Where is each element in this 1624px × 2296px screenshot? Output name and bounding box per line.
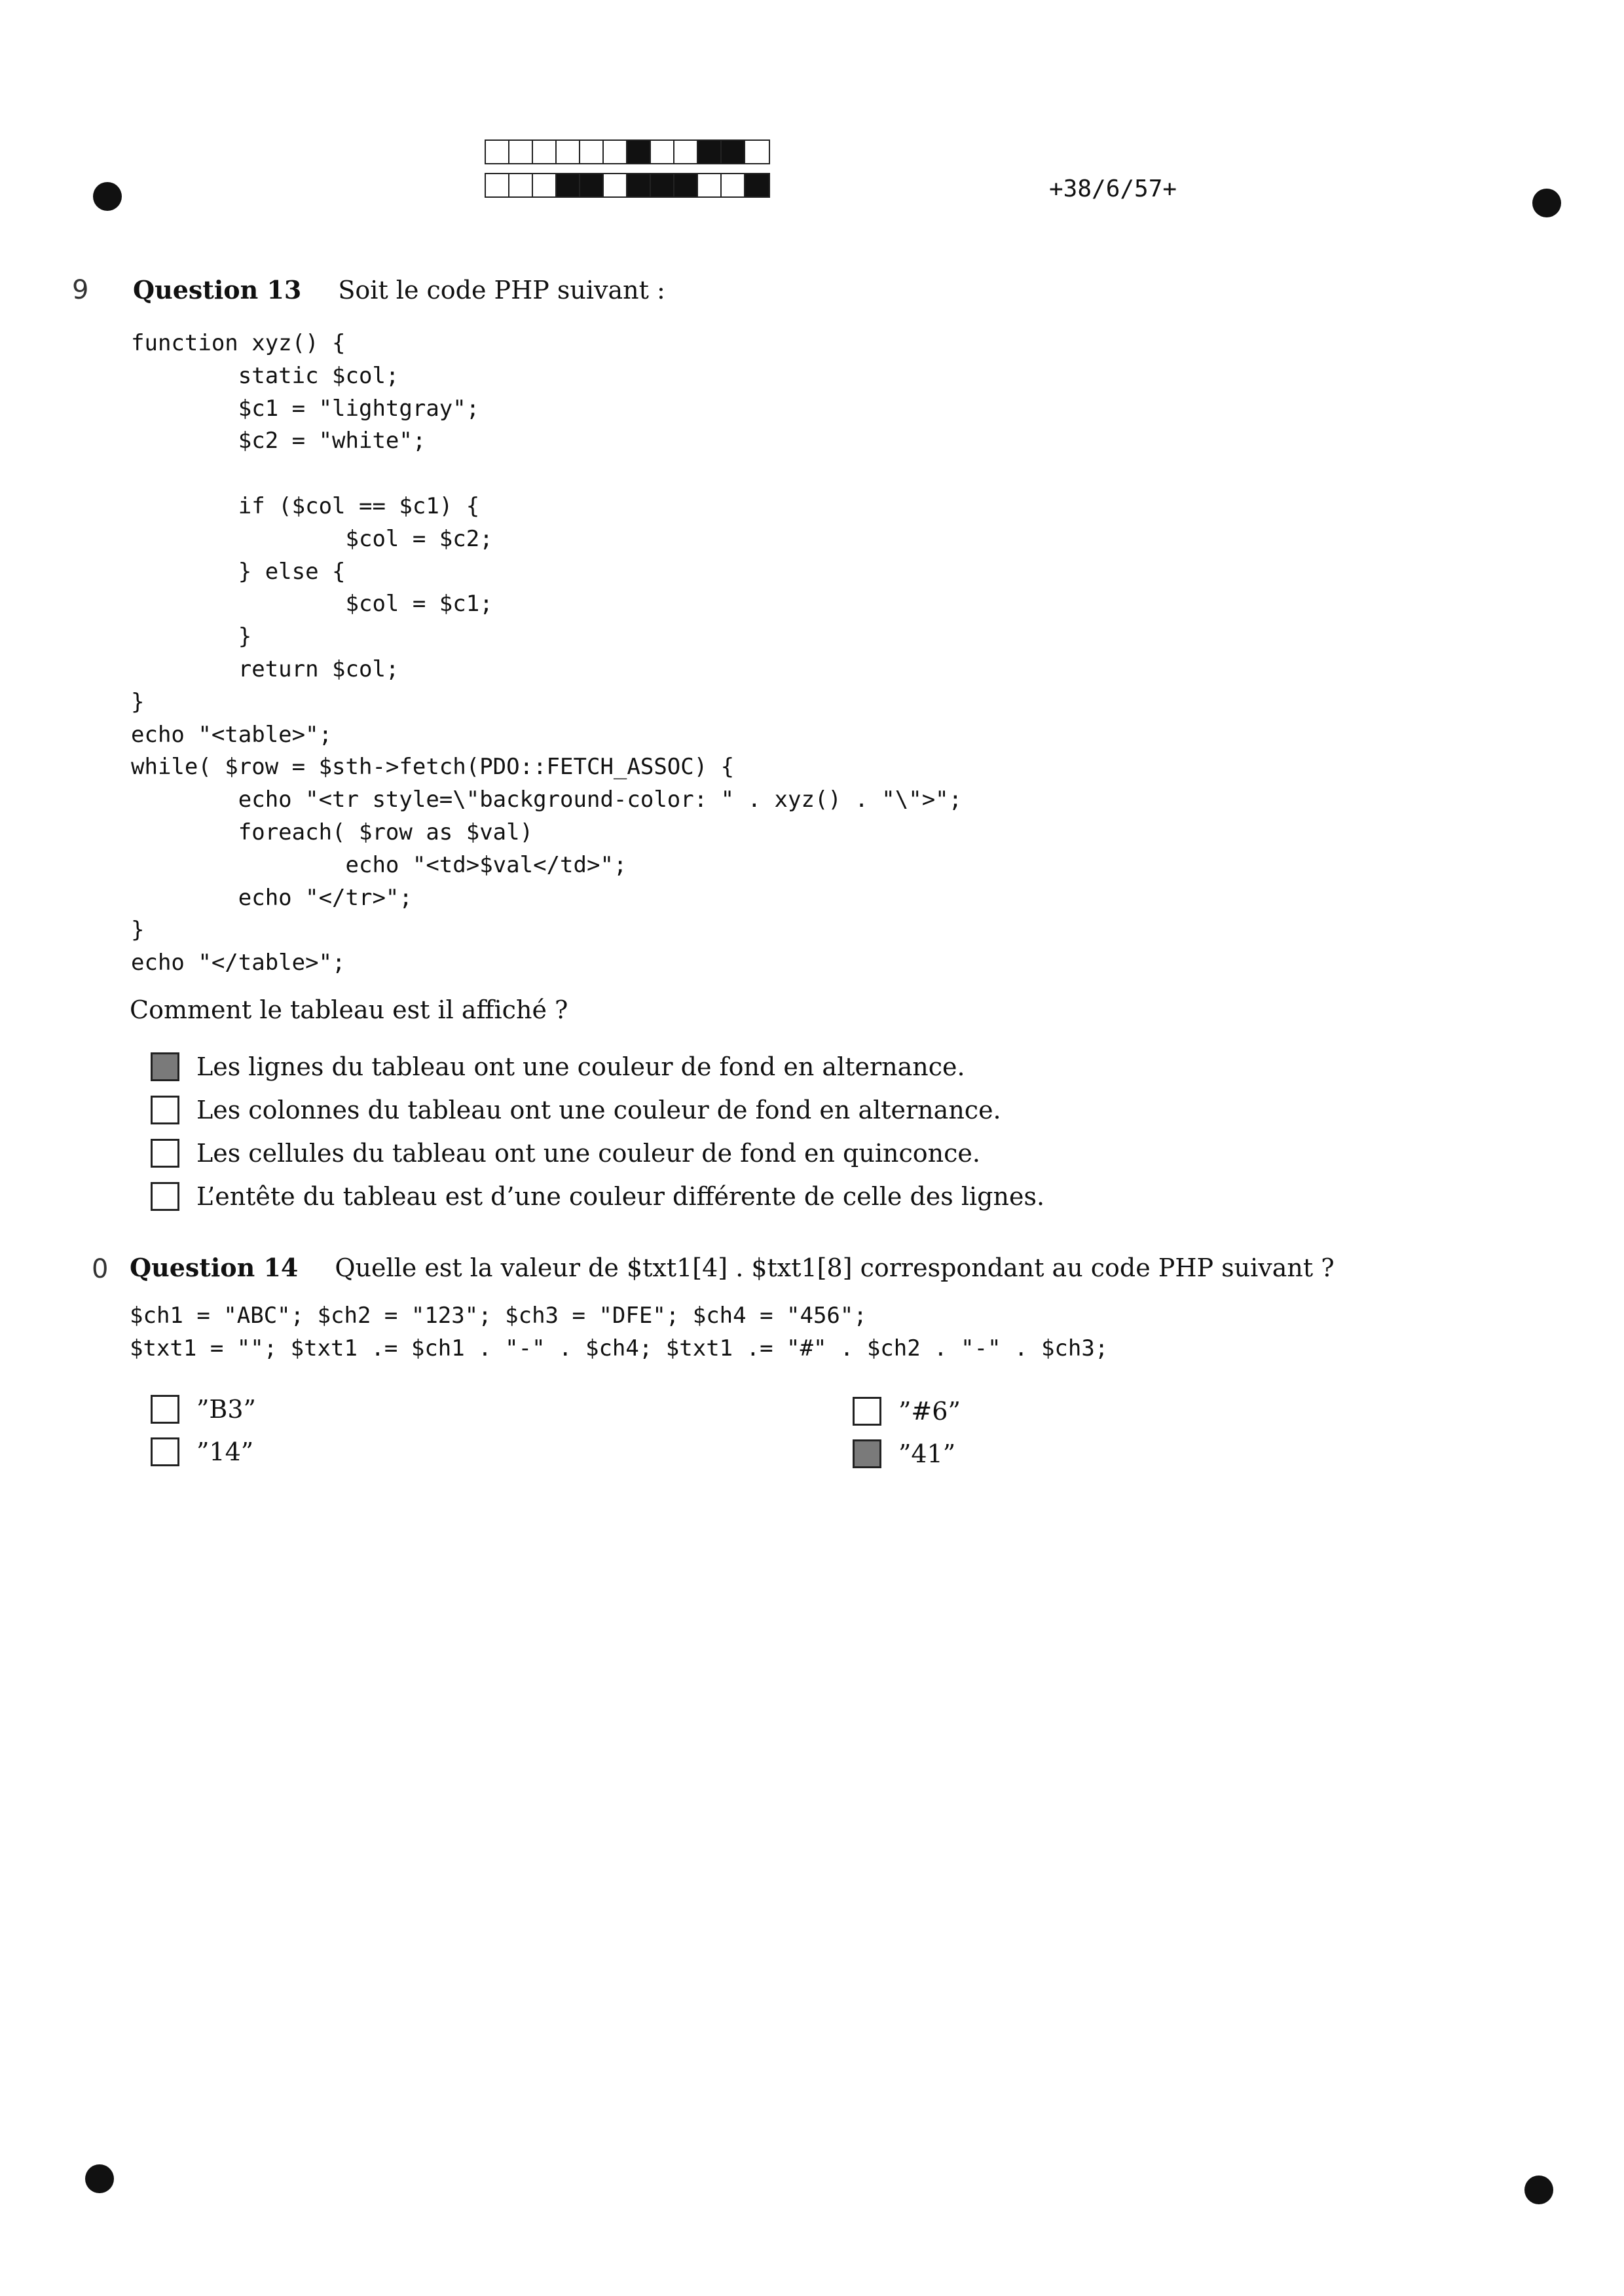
q13-option-1[interactable]: [151, 1096, 1001, 1124]
checkbox[interactable]: [151, 1437, 179, 1466]
q13-label: Question 13: [133, 275, 302, 305]
option-label: Les colonnes du tableau ont une couleur de fond en alternance.: [196, 1096, 1001, 1124]
checkbox[interactable]: [853, 1439, 881, 1468]
code-bit: [557, 141, 580, 163]
code-bit: [674, 174, 698, 196]
checkbox[interactable]: [151, 1052, 179, 1081]
checkbox[interactable]: [853, 1397, 881, 1426]
q14-option-1[interactable]: [151, 1437, 253, 1466]
code-bit: [627, 141, 651, 163]
option-label: ”#6”: [898, 1397, 961, 1426]
option-label: Les cellules du tableau ont une couleur de fond en quinconce.: [196, 1139, 980, 1168]
code-bit: [604, 141, 627, 163]
q14-intro: Quelle est la valeur de $txt1[4] . $txt1[8] correspondant au code PHP suivant ?: [335, 1253, 1335, 1282]
q14-header: [130, 1253, 1335, 1282]
q13-code-block: function xyz() { static $col; $c1 = "lightgray"; $c2 = "white"; if ($col == $c1) { $col = $c2; } else { $col = $c1; } return $col; } echo "<table>"; while( $row = $sth->fetch(PDO::FETCH_ASSOC) { echo "<tr style=\"background-color: " . xyz() . "\">"; foreach( $row as $val) echo "<td>$val</td>"; echo "</tr>"; } echo "</table>";: [131, 330, 963, 976]
code-bit: [533, 141, 557, 163]
code-bit: [722, 174, 745, 196]
registration-mark-top-right: [1532, 189, 1561, 217]
q13-header: [133, 275, 665, 305]
checkbox[interactable]: [151, 1182, 179, 1211]
registration-mark-bottom-right: [1524, 2176, 1553, 2204]
q14-option-2[interactable]: [853, 1397, 961, 1426]
registration-mark-top-left: [93, 182, 122, 211]
q13-option-3[interactable]: [151, 1182, 1044, 1211]
option-label: L’entête du tableau est d’une couleur différente de celle des lignes.: [196, 1182, 1045, 1211]
code-bit: [674, 141, 698, 163]
code-bit: [745, 174, 769, 196]
q13-grader-mark: 9: [72, 275, 89, 305]
code-bit: [698, 141, 722, 163]
code-bit: [509, 174, 533, 196]
code-bit: [722, 141, 745, 163]
code-bit: [486, 174, 509, 196]
q14-code-block: $ch1 = "ABC"; $ch2 = "123"; $ch3 = "DFE"; $ch4 = "456"; $txt1 = ""; $txt1 .= $ch1 . "-" . $ch4; $txt1 .= "#" . $ch2 . "-" . $ch3;: [130, 1303, 1109, 1361]
checkbox[interactable]: [151, 1395, 179, 1424]
option-label: ”14”: [196, 1437, 254, 1466]
checkbox[interactable]: [151, 1139, 179, 1168]
code-bit: [651, 141, 674, 163]
option-label: Les lignes du tableau ont une couleur de fond en alternance.: [196, 1052, 965, 1081]
q13-prompt: Comment le tableau est il affiché ?: [130, 995, 568, 1024]
q14-option-0[interactable]: [151, 1395, 256, 1424]
code-bit: [580, 174, 604, 196]
page-identifier: +38/6/57+: [1049, 176, 1177, 202]
code-bit: [486, 141, 509, 163]
option-label: ”41”: [898, 1439, 956, 1468]
code-bit: [580, 141, 604, 163]
option-label: ”B3”: [196, 1395, 256, 1424]
page-code-bar-bottom: [485, 173, 770, 198]
q13-option-2[interactable]: [151, 1139, 980, 1168]
page-code-bar-top: [485, 139, 770, 164]
code-bit: [651, 174, 674, 196]
code-bit: [745, 141, 769, 163]
code-bit: [533, 174, 557, 196]
q13-intro: Soit le code PHP suivant :: [338, 276, 665, 305]
checkbox[interactable]: [151, 1096, 179, 1124]
q13-option-0[interactable]: [151, 1052, 965, 1081]
code-bit: [698, 174, 722, 196]
registration-mark-bottom-left: [85, 2164, 114, 2193]
q14-grader-mark: 0: [92, 1254, 109, 1284]
q14-option-3[interactable]: [853, 1439, 955, 1468]
code-bit: [509, 141, 533, 163]
code-bit: [627, 174, 651, 196]
q14-label: Question 14: [130, 1253, 299, 1282]
code-bit: [604, 174, 627, 196]
code-bit: [557, 174, 580, 196]
